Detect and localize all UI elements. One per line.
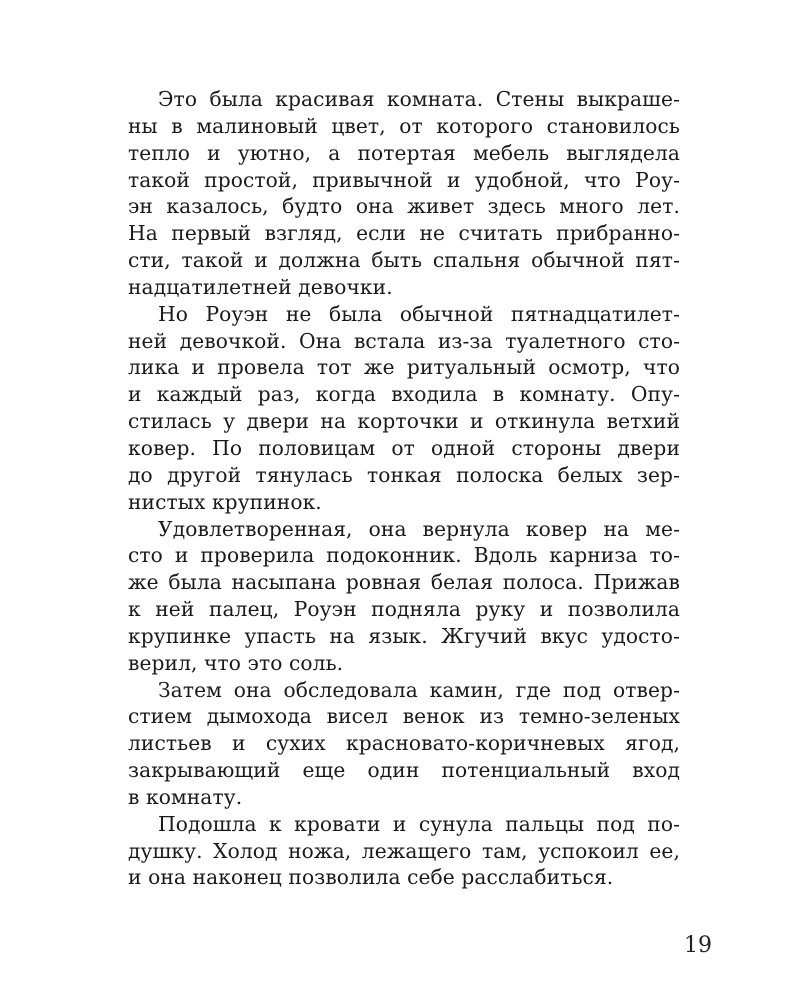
- text-line: лика и провела тот же ритуальный осмотр, что: [128, 355, 680, 380]
- text-line: Затем она обследовала камин, где под отвер-: [158, 677, 680, 702]
- text-line: стилась у двери на корточки и откинула ветхий: [128, 409, 680, 434]
- text-line: ковер. По половицам от одной стороны двери: [128, 435, 680, 460]
- text-line: в комнату.: [128, 784, 243, 809]
- text-line: и каждый раз, когда входила в комнату. Опу-: [128, 382, 680, 407]
- text-line: сто и проверила подоконник. Вдоль карниза то-: [128, 543, 680, 568]
- text-line: крупинке упасть на язык. Жгучий вкус удосто-: [128, 623, 680, 648]
- text-line: сти, такой и должна быть спальня обычной пят-: [128, 248, 680, 273]
- text-line: же была насыпана ровная белая полоса. Прижав: [128, 570, 680, 595]
- text-line: надцатилетней девочки.: [128, 274, 393, 299]
- text-line: к ней палец, Роуэн подняла руку и позволила: [128, 597, 680, 622]
- text-line: ны в малиновый цвет, от которого становилось: [128, 113, 680, 138]
- text-line: Подошла к кровати и сунула пальцы под по-: [158, 811, 680, 836]
- text-line: стием дымохода висел венок из темно-зеленых: [128, 704, 680, 729]
- text-line: Но Роуэн не была обычной пятнадцатилет-: [158, 301, 680, 326]
- text-line: нистых крупинок.: [128, 489, 322, 514]
- text-line: Удовлетворенная, она вернула ковер на ме-: [158, 516, 680, 541]
- page-number: 19: [684, 933, 712, 958]
- text-line: ней девочкой. Она встала из-за туалетного сто-: [128, 328, 680, 353]
- text-line: верил, что это соль.: [128, 650, 344, 675]
- text-line: до другой тянулась тонкая полоска белых зер-: [128, 462, 680, 487]
- text-line: эн казалось, будто она живет здесь много лет.: [128, 194, 680, 219]
- text-line: закрывающий еще один потенциальный вход: [128, 758, 680, 783]
- text-line: душку. Холод ножа, лежащего там, успокоил ее,: [128, 838, 680, 863]
- text-line: тепло и уютно, а потертая мебель выглядела: [128, 140, 680, 165]
- text-line: такой простой, привычной и удобной, что Роу-: [128, 167, 680, 192]
- text-line: и она наконец позволила себе расслабиться.: [128, 865, 614, 890]
- text-line: Это была красивая комната. Стены выкраше-: [158, 87, 680, 111]
- body-text: [128, 86, 680, 891]
- text-line: листьев и сухих красновато-коричневых ягод,: [128, 731, 680, 756]
- text-line: На первый взгляд, если не считать прибранно-: [128, 221, 680, 246]
